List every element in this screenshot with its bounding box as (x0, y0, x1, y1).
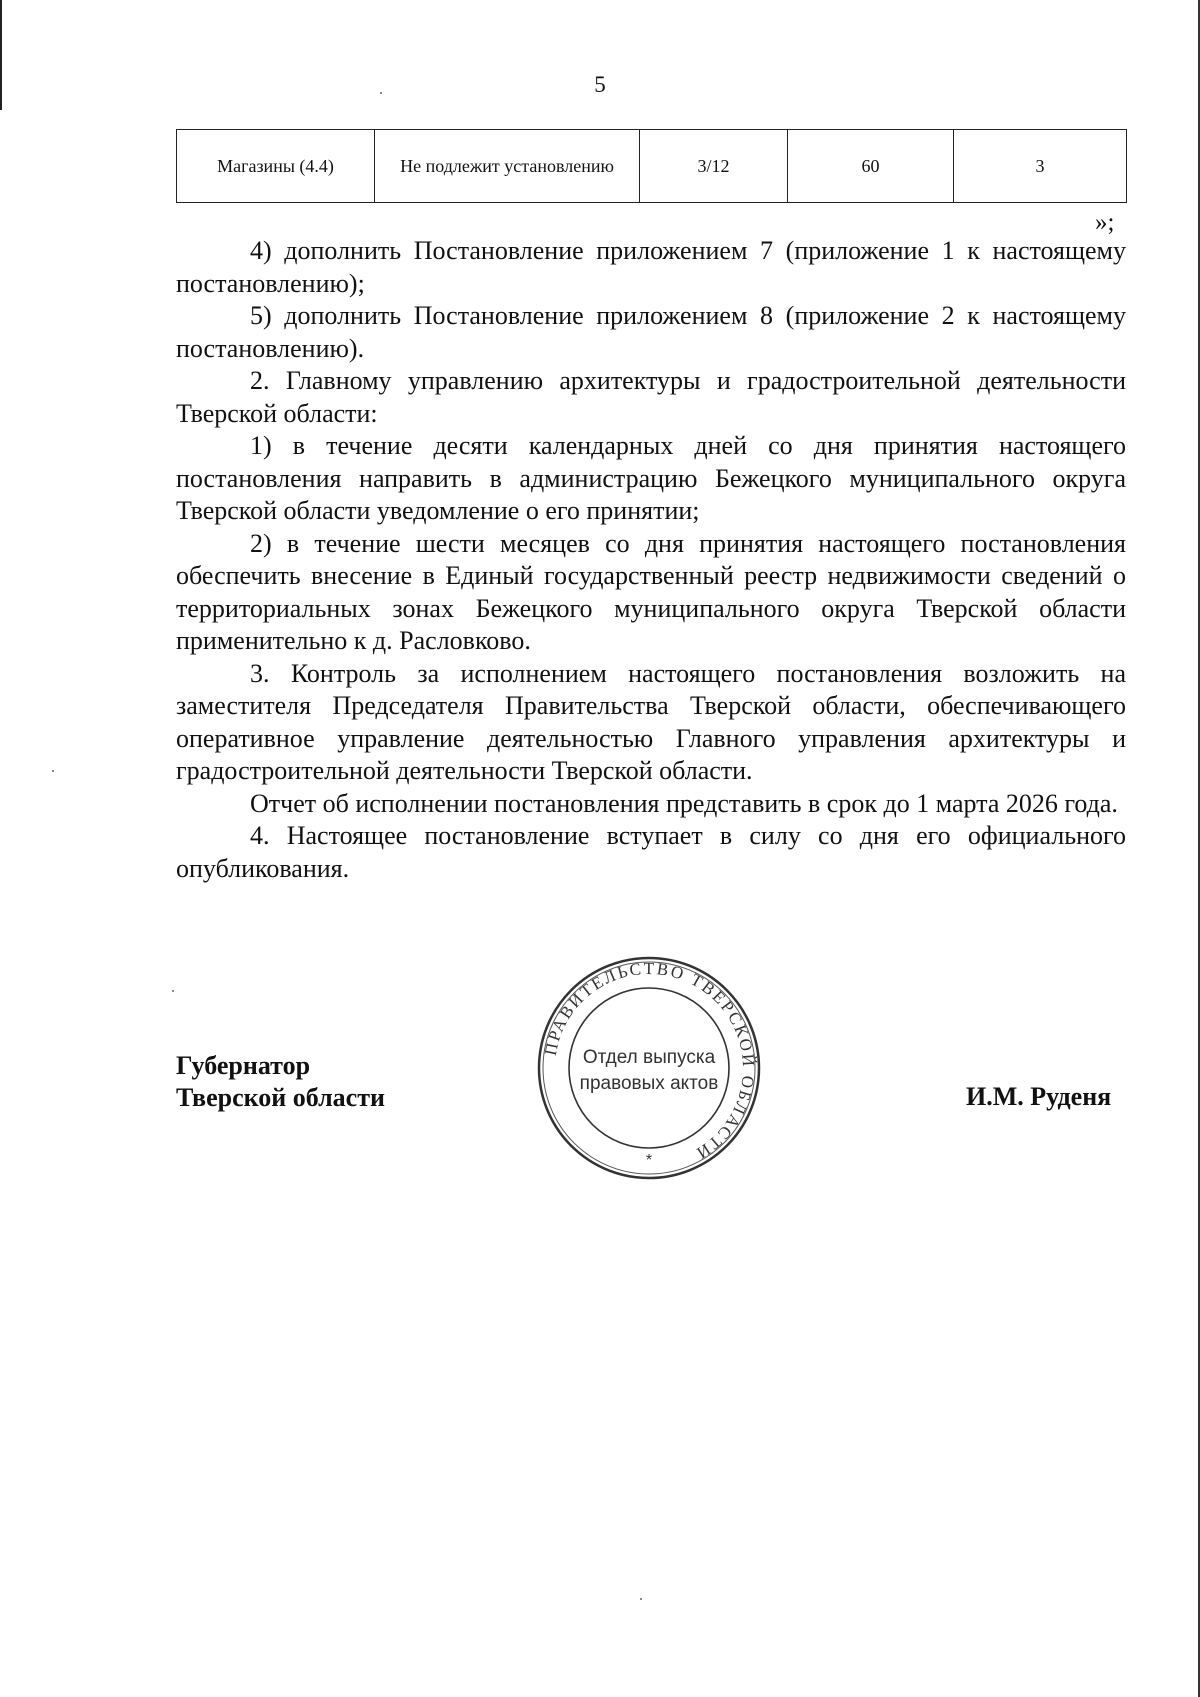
seal-inner-ring (569, 988, 729, 1148)
scan-speck (640, 1598, 642, 1600)
page-number: 5 (594, 72, 606, 97)
seal-center-line: правовых актов (579, 1073, 719, 1094)
signatory-title-line: Губернатор (176, 1051, 311, 1080)
table-cell: 3/12 (640, 130, 788, 203)
seal-ring-text: ПРАВИТЕЛЬСТВО ТВЕРСКОЙ ОБЛАСТИ (540, 958, 759, 1164)
table-cell: Не подлежит установлению (375, 130, 640, 203)
seal-center-line: Отдел выпуска (582, 1047, 716, 1068)
table-cell: 3 (954, 130, 1127, 203)
table-cell: Магазины (4.4) (177, 130, 375, 203)
paragraph: Отчет об исполнении постановления представить в срок до 1 марта 2026 года. (250, 788, 1118, 818)
zones-table (176, 129, 1127, 203)
paragraph: 4. Настоящее постановление вступает в силу со дня его официального опубликования. (176, 821, 1126, 883)
scan-speck (52, 770, 54, 772)
paragraph: 5) дополнить Постановление приложением 8 (приложение 2 к настоящему постановлению). (176, 301, 1126, 363)
table-cell: 60 (788, 130, 954, 203)
signatory-title-line: Тверской области (176, 1083, 385, 1112)
document-body (176, 235, 1126, 885)
paragraph: 2) в течение шести месяцев со дня принятия настоящего постановления обеспечить внесение в Единый государственный реестр недвижимости сведений о территориальных зонах Бежецкого муниципального округа Тверской области применительно к д. Расловково. (176, 528, 1126, 655)
table-row (177, 130, 1127, 203)
signatory-title (176, 1050, 385, 1114)
official-seal (536, 955, 762, 1181)
seal-star-icon: * (645, 1152, 653, 1169)
scan-speck (172, 990, 174, 992)
paragraph: 4) дополнить Постановление приложением 7 (приложение 1 к настоящему постановлению); (176, 236, 1126, 298)
paragraph: 1) в течение десяти календарных дней со дня принятия настоящего постановления направить в администрацию Бежецкого муниципального округа Тверской области уведомление о его принятии; (176, 431, 1126, 525)
paragraph: 3. Контроль за исполнением настоящего постановления возложить на заместителя Председателя Правительства Тверской области, обеспечивающего оперативное управление деятельностью Главного управления архитектуры и градостроительной деятельности Тверской области. (176, 658, 1126, 785)
paragraph: 2. Главному управлению архитектуры и градостроительной деятельности Тверской области: (176, 366, 1126, 428)
signatory-name: И.М. Руденя (966, 1082, 1112, 1111)
closing-quote: »; (1095, 209, 1115, 236)
